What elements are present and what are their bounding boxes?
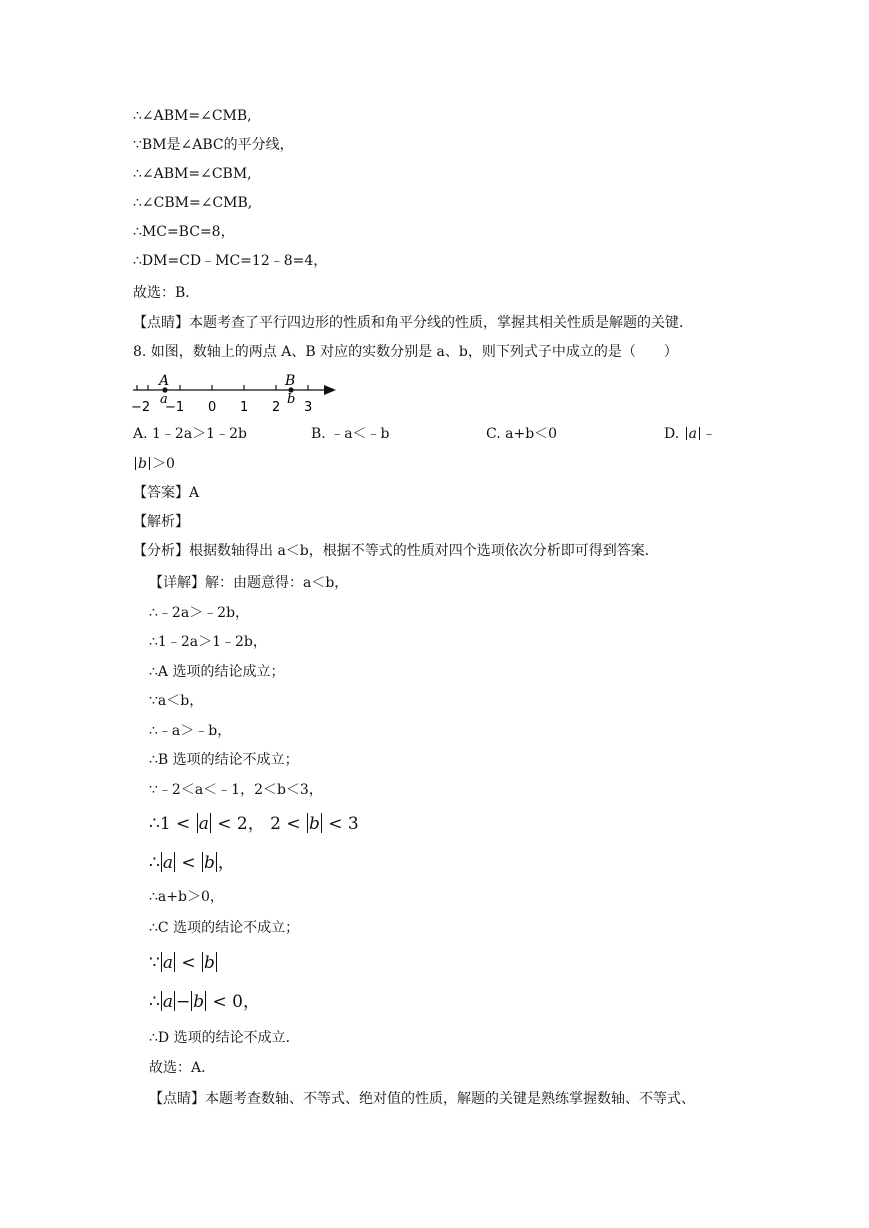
option-c: C. a+b＜0 bbox=[486, 426, 558, 442]
option-d-var: b bbox=[138, 456, 147, 472]
abs-bar bbox=[205, 991, 206, 1011]
math-var: b bbox=[193, 992, 205, 1012]
arrow-head-icon bbox=[324, 385, 336, 395]
option-d-minus: ﹣ bbox=[702, 426, 716, 442]
option-d-continued bbox=[133, 454, 175, 474]
text-line: ∴∠CBM=∠CMB, bbox=[133, 195, 253, 211]
detail-line: ∴A 选项的结论成立； bbox=[149, 664, 285, 680]
detail-line: ∴﹣2a＞﹣2b， bbox=[149, 605, 250, 621]
detail-line: ∴B 选项的结论不成立； bbox=[149, 752, 299, 768]
abs-bar bbox=[686, 427, 687, 440]
option-b: B. ﹣a＜﹣b bbox=[311, 426, 390, 442]
math-var: b bbox=[204, 953, 215, 973]
analysis-text: 【分析】根据数轴得出 a＜b，根据不等式的性质对四个选项依次分析即可得到答案． bbox=[133, 543, 659, 559]
abs-bar bbox=[174, 952, 175, 972]
option-d bbox=[664, 424, 716, 444]
math-pre: ∴ bbox=[149, 992, 160, 1012]
abs-bar bbox=[699, 427, 700, 440]
detail-line: ∴﹣a＞﹣b， bbox=[149, 723, 232, 739]
math-var: a bbox=[162, 992, 173, 1012]
text-line: ∵BM是∠ABC的平分线， bbox=[133, 137, 294, 153]
point-label: b bbox=[287, 392, 296, 407]
number-line-figure bbox=[128, 370, 348, 416]
math-abs-compare-2 bbox=[149, 951, 218, 975]
tick-label: 2 bbox=[272, 400, 281, 415]
option-d-prefix: D. bbox=[664, 426, 684, 442]
abs-bar bbox=[161, 852, 162, 872]
abs-bar bbox=[216, 852, 217, 872]
math-var: a bbox=[162, 953, 173, 973]
abs-bar bbox=[161, 991, 162, 1011]
abs-bar bbox=[202, 952, 203, 972]
question-text: 8. 如图，数轴上的两点 A、B 对应的实数分别是 a、b，则下列式子中成立的是（ ） bbox=[133, 344, 678, 360]
text-line: ∴MC=BC=8， bbox=[133, 224, 235, 240]
math-var: b bbox=[204, 853, 215, 873]
math-post: < 0， bbox=[212, 992, 260, 1012]
abs-bar bbox=[202, 852, 203, 872]
math-abs-difference bbox=[149, 990, 260, 1014]
detail-line: ∴C 选项的结论不成立； bbox=[149, 920, 300, 936]
math-pre: ∴ bbox=[149, 853, 160, 873]
detail-line: 【详解】解：由题意得：a＜b， bbox=[149, 575, 349, 591]
detail-line: 故选：A． bbox=[149, 1060, 216, 1076]
tick-label: 0 bbox=[208, 400, 217, 415]
abs-bar bbox=[135, 457, 136, 470]
abs-bar bbox=[174, 852, 175, 872]
detail-line: ∵﹣2＜a＜﹣1，2＜b＜3， bbox=[149, 782, 323, 798]
math-mid: < bbox=[181, 853, 196, 873]
math-post: ， bbox=[217, 853, 235, 873]
analysis-title: 【解析】 bbox=[133, 514, 189, 530]
math-post: < 3 bbox=[328, 814, 359, 834]
math-mid: < 2， 2 < bbox=[217, 814, 301, 834]
detail-line: ∴1﹣2a＞1﹣2b， bbox=[149, 634, 267, 650]
option-d-var: a bbox=[688, 426, 697, 442]
detail-line: ∵a＜b， bbox=[149, 693, 204, 709]
text-line: ∴∠ABM=∠CMB, bbox=[133, 108, 252, 124]
point-label: a bbox=[160, 392, 168, 407]
text-line: 故选：B． bbox=[133, 285, 200, 301]
key-point-text: 【点睛】本题考查数轴、不等式、绝对值的性质，解题的关键是熟练掌握数轴、不等式、 bbox=[149, 1091, 695, 1107]
abs-bar bbox=[197, 813, 198, 833]
tick-label: −1 bbox=[165, 400, 185, 415]
tick-label: −2 bbox=[131, 400, 151, 415]
point-label: B bbox=[285, 373, 296, 389]
math-pre: ∵ bbox=[149, 953, 160, 973]
abs-bar bbox=[321, 813, 322, 833]
tick-label: 3 bbox=[304, 400, 313, 415]
abs-bar bbox=[216, 952, 217, 972]
option-a: A. 1﹣2a＞1﹣2b bbox=[133, 426, 247, 442]
text-line: 【点睛】本题考查了平行四边形的性质和角平分线的性质，掌握其相关性质是解题的关键． bbox=[133, 315, 693, 331]
math-var: a bbox=[198, 814, 209, 834]
tick-label: 1 bbox=[240, 400, 249, 415]
answer-label: 【答案】A bbox=[133, 485, 200, 501]
text-line: ∴∠ABM=∠CBM, bbox=[133, 166, 252, 182]
abs-bar bbox=[149, 457, 150, 470]
math-pre: ∴1 < bbox=[149, 814, 191, 834]
text-line: ∴DM=CD﹣MC=12﹣8=4， bbox=[133, 253, 328, 269]
abs-bar bbox=[161, 952, 162, 972]
detail-line: ∴a+b＞0， bbox=[149, 889, 224, 905]
math-var: b bbox=[308, 814, 320, 834]
math-var: a bbox=[162, 853, 173, 873]
math-abs-compare bbox=[149, 851, 235, 875]
math-abs-range bbox=[149, 812, 359, 836]
point-label: A bbox=[159, 373, 170, 389]
math-mid: < bbox=[181, 953, 196, 973]
abs-bar bbox=[307, 813, 308, 833]
detail-line: ∴D 选项的结论不成立． bbox=[149, 1030, 300, 1046]
math-mid: − bbox=[175, 992, 191, 1012]
abs-bar bbox=[210, 813, 211, 833]
option-d-suffix: ＞0 bbox=[151, 456, 175, 472]
abs-bar bbox=[174, 991, 175, 1011]
